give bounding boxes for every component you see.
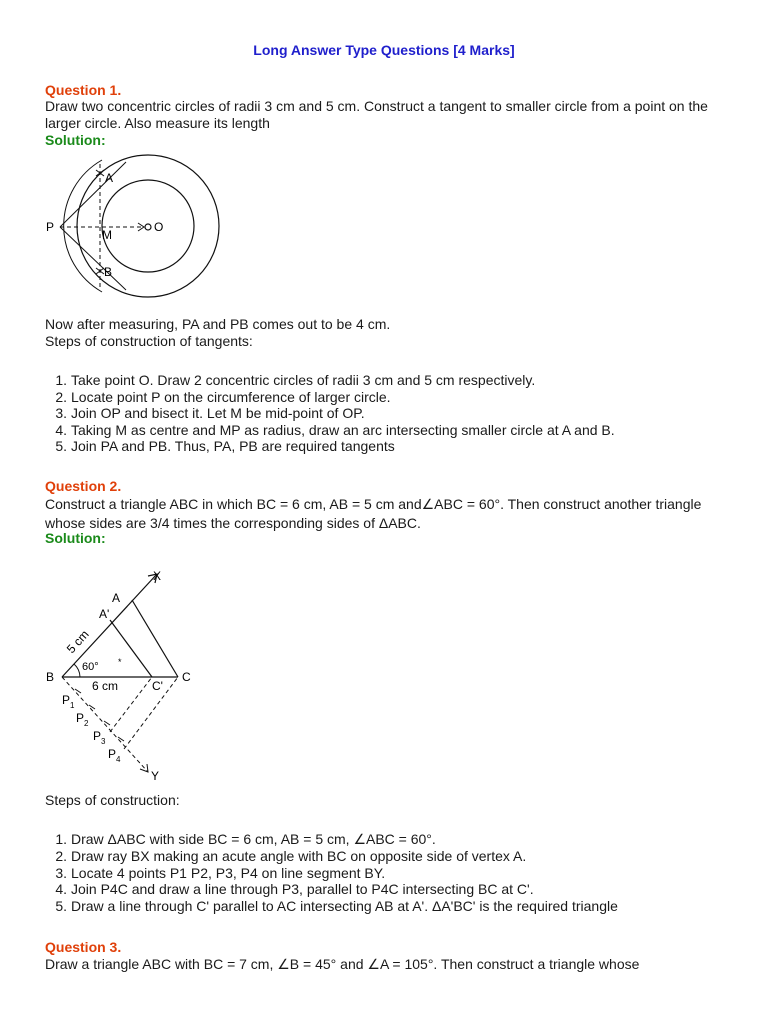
list-item: 1. Draw ΔABC with side BC = 6 cm, AB = 5 cm, ∠ABC = 60°. xyxy=(55,831,436,847)
side-a-prime-c-prime xyxy=(110,620,152,677)
similar-triangle-figure xyxy=(40,562,210,784)
label-x: X xyxy=(153,569,162,583)
tangent-construction-figure xyxy=(40,150,230,320)
list-item: 1. Take point O. Draw 2 concentric circles of radii 3 cm and 5 cm respectively. xyxy=(55,372,536,388)
list-item: 3. Join OP and bisect it. Let M be mid-point of OP. xyxy=(55,405,365,421)
line-p4c xyxy=(124,677,178,749)
q1-steps-list xyxy=(45,372,615,455)
label-p: P xyxy=(46,220,55,234)
list-item: 4. Taking M as centre and MP as radius, draw an arc intersecting smaller circle at A and B. xyxy=(55,421,615,438)
list-item: 3. Locate 4 points P1 P2, P3, P4 on line segment BY. xyxy=(55,864,386,881)
svg-text:*: * xyxy=(118,657,122,667)
page-title: Long Answer Type Questions [4 Marks] xyxy=(253,42,515,58)
label-p4: $P_4$ xyxy=(108,747,121,764)
bisector-arc xyxy=(64,160,102,292)
question-3-heading: Question 3. xyxy=(45,939,122,955)
question-1-solution-label: Solution: xyxy=(45,132,106,148)
label-5cm: 5 cm xyxy=(63,627,92,657)
question-2-text: Construct a triangle ABC in which BC = 6 cm, AB = 5 cm and∠ABC = 60°. Then construct another triangle whose sides are 3/4 times the corresponding sides of ΔABC. xyxy=(45,496,702,531)
q2-steps-heading: Steps of construction: xyxy=(45,792,180,808)
label-m: M xyxy=(102,228,112,242)
label-c-prime: C' xyxy=(152,679,163,693)
question-1-heading: Question 1. xyxy=(45,82,122,98)
q2-steps-list xyxy=(45,830,618,914)
question-1-text: Draw two concentric circles of radii 3 cm and 5 cm. Construct a tangent to smaller circle from a point on the larger circle. Also measure its length xyxy=(45,98,708,131)
list-item: 5. Join PA and PB. Thus, PA, PB are required tangents xyxy=(55,438,395,454)
angle-arc-60 xyxy=(74,664,80,677)
label-6cm: 6 cm xyxy=(92,679,119,693)
list-item: 5. Draw a line through C' parallel to AC intersecting AB at A'. ΔA'BC' is the required triangle xyxy=(55,897,618,914)
ray-bx xyxy=(62,574,157,677)
label-p3: $P_3$ xyxy=(93,729,106,746)
question-3-text: Draw a triangle ABC with BC = 7 cm, ∠B = 45° and ∠A = 105°. Then construct a triangle whose xyxy=(45,956,640,972)
label-a: A xyxy=(105,171,114,185)
question-2-heading: Question 2. xyxy=(45,478,122,494)
measure-text: Now after measuring, PA and PB comes out to be 4 cm. xyxy=(45,316,391,332)
label-a: A xyxy=(112,591,121,605)
label-p2: $P_2$ xyxy=(76,711,89,728)
list-item: 2. Locate point P on the circumference of larger circle. xyxy=(55,388,391,405)
label-y: Y xyxy=(151,769,160,783)
side-ac xyxy=(132,600,178,677)
tangent-line-pa xyxy=(60,162,126,227)
list-item: 2. Draw ray BX making an acute angle with BC on opposite side of vertex A. xyxy=(55,848,527,864)
q1-steps-heading: Steps of construction of tangents: xyxy=(45,333,253,349)
label-b: B xyxy=(46,670,55,684)
label-c: C xyxy=(182,670,191,684)
center-o-point xyxy=(145,224,151,230)
label-p1: $P_1$ xyxy=(62,693,75,710)
label-a-prime: A' xyxy=(99,607,110,621)
question-2-solution-label: Solution: xyxy=(45,530,106,546)
label-60-degrees: 60° xyxy=(82,661,99,673)
list-item: 4. Join P4C and draw a line through P3, parallel to P4C intersecting BC at C'. xyxy=(55,881,534,897)
label-b: B xyxy=(104,265,113,279)
label-o: O xyxy=(154,220,164,234)
